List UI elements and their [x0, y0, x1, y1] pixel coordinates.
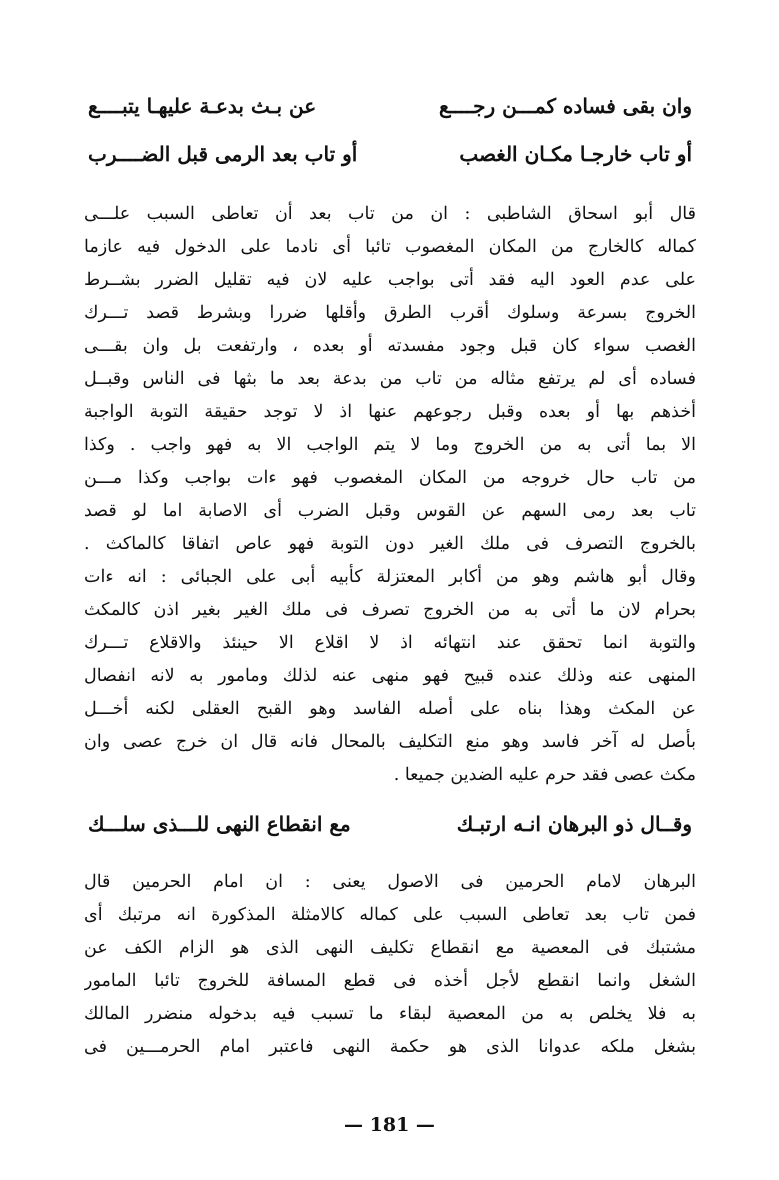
paragraph-line: الخروج بسرعة وسلوك أقرب الطرق وأقلها ضررا وبشرط قصد تـــرك [84, 303, 696, 323]
paragraph-line: بشغل ملكه عدوانا الذى هو حكمة النهى فاعتبر امام الحرمـــين فى [84, 1037, 696, 1057]
paragraph-line: الشغل وانما انقطع لأجل أخذه فى قطع المسافة للخروج تائبا المامور [84, 971, 696, 991]
paragraph-line: والتوبة انما تحقق عند انتهائه اذ لا اقلاع الا حينئذ والاقلاع تـــرك [84, 633, 696, 653]
commentary-paragraph-2 [84, 866, 696, 1064]
paragraph-line: كماله كالخارج من المكان المغصوب تائبا أى نادما على الدخول فيه عازما [84, 237, 696, 257]
paragraph-line: مكث عصى فقد حرم عليه الضدين جميعا . [393, 765, 696, 785]
paragraph-line: بحرام لان ما أتى به من الخروج تصرف فى ملك الغير بغير اذن كالمكث [84, 600, 696, 620]
paragraph-line: عن المكث وهذا بناه على أصله الفاسد وهو القبح العقلى لكنه أخـــل [84, 699, 696, 719]
page-number: — 181 — [344, 1114, 435, 1136]
verse-2-second-hemistich: أو تاب بعد الرمى قبل الضــــرب [88, 142, 358, 166]
paragraph-line: بالخروج التصرف فى ملك الغير دون التوبة فهو عاص اتفاقا كالماكث . [84, 534, 696, 554]
paragraph-line: من تاب حال خروجه من المكان المغصوب فهو ءات بواجب وكذا مـــن [84, 468, 696, 488]
verse-1-second-hemistich: عن بـث بدعـة عليهـا يتبــــع [88, 94, 317, 118]
paragraph-line: تاب بعد رمى السهم عن القوس وقبل الضرب أى الاصابة اما لو قصد [84, 501, 696, 521]
paragraph-line: قال أبو اسحاق الشاطبى : ان من تاب بعد أن تعاطى السبب علـــى [84, 204, 696, 224]
verse-line-3 [88, 804, 692, 844]
paragraph-line: المنهى عنه وذلك عنده قبيح فهو منهى عنه لذلك ومامور به لانه انفصال [84, 666, 696, 686]
paragraph-line: فساده أى لم يرتفع مثاله من تاب من بدعة بعد ما بثها فى الناس وقبــل [84, 369, 696, 389]
verse-3-second-hemistich: مع انقطاع النهى للـــذى سلـــك [88, 812, 351, 836]
verse-line-1 [88, 86, 692, 126]
paragraph-line: فمن تاب بعد تعاطى السبب على كماله كالامثلة المذكورة انه مرتبك أى [84, 905, 696, 925]
paragraph-line: الغصب سواء كان قبل وجود مفسدته أو بعده ، وارتفعت بل وان بقـــى [84, 336, 696, 356]
paragraph-line: الا بما أتى به من الخروج وما لا يتم الواجب الا به فهو واجب . وكذا [84, 435, 696, 455]
paragraph-line: به فلا يخلص به من المعصية لبقاء ما تسبب فيه بدخوله منضرر المالك [84, 1004, 696, 1024]
paragraph-line: البرهان لامام الحرمين فى الاصول يعنى : ان امام الحرمين قال [84, 872, 696, 892]
paragraph-line: أخذهم بها أو بعده وقبل رجوعهم عنها اذ لا توجد حقيقة التوبة الواجبة [84, 402, 696, 422]
verse-line-2 [88, 134, 692, 174]
paragraph-line: بأصل له آخر فاسد وهو منع التكليف بالمحال فانه قال ان خرج عصى وان [84, 732, 696, 752]
paragraph-line: وقال أبو هاشم وهو من أكابر المعتزلة كأبيه أبى على الجبائى : انه ءات [84, 567, 696, 587]
verse-2-first-hemistich: أو تاب خارجـا مكـان الغصب [459, 142, 692, 166]
verse-3-first-hemistich: وقــال ذو البرهان انـه ارتبـك [456, 812, 692, 836]
paragraph-line: على عدم العود اليه فقد أتى بواجب عليه لان فيه تقليل الضرر بشــرط [84, 270, 696, 290]
verse-1-first-hemistich: وان بقى فساده كمـــن رجــــع [439, 94, 692, 118]
commentary-paragraph-1 [84, 198, 696, 792]
paragraph-line: مشتبك فى المعصية مع انقطاع تكليف النهى الذى هو الزام الكف عن [84, 938, 696, 958]
